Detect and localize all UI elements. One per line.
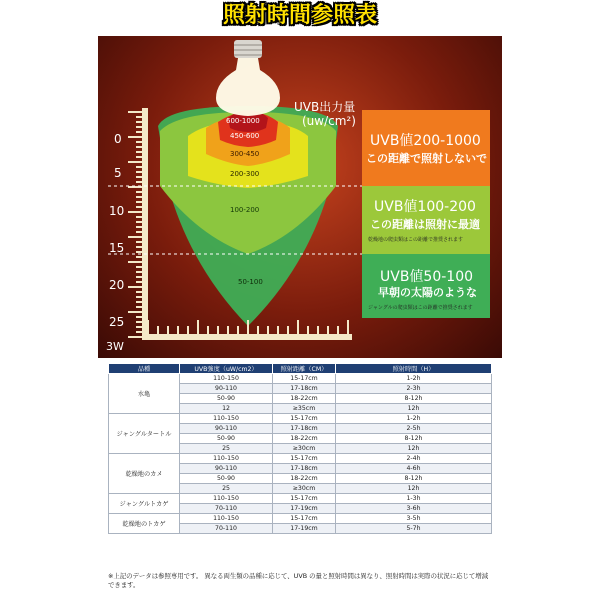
distance-cell: 17-19cm [273,504,336,514]
distance-cell: 15-17cm [273,374,336,384]
table-row [109,414,492,424]
zone-label-600-1000: 600-1000 [226,117,260,125]
panel-uvb-50-100-note: ジャングルの爬虫類はこの距離で推奨されます [368,305,473,311]
horizontal-ruler [142,334,352,340]
species-cell: 乾燥地のカメ [109,454,180,494]
table-header-row [109,364,492,374]
zone-label-50-100: 50-100 [238,278,263,286]
panel-uvb-200-1000-title: UVB値200-1000 [370,133,481,149]
wattage-label: 3W [106,340,124,353]
header-time: 照射時間（H） [336,364,492,374]
panel-uvb-200-1000 [362,110,490,186]
distance-cell: 15-17cm [273,454,336,464]
ruler-label-5: 5 [114,166,122,180]
table-row [109,454,492,464]
uvb-cell: 90-110 [180,424,273,434]
distance-cell: 17-18cm [273,424,336,434]
uvb-cell: 25 [180,484,273,494]
table-row [109,514,492,524]
zone-label-100-200: 100-200 [230,206,260,214]
time-cell: 12h [336,404,492,414]
distance-cell: 18-22cm [273,434,336,444]
uvb-cell: 70-110 [180,504,273,514]
time-cell: 2-4h [336,454,492,464]
species-cell: 乾燥地のトカゲ [109,514,180,534]
ruler-label-10: 10 [109,204,125,218]
species-cell: ジャングルタートル [109,414,180,454]
zone-label-300-450: 300-450 [230,150,260,158]
uvb-cell: 110-150 [180,494,273,504]
ruler-label-0: 0 [114,132,122,146]
time-cell: 1-3h [336,494,492,504]
panel-uvb-50-100-title: UVB値50-100 [380,269,474,285]
species-cell: 水亀 [109,374,180,414]
distance-cell: 15-17cm [273,414,336,424]
uvb-bulb [216,40,280,116]
uvb-cell: 50-90 [180,474,273,484]
horizontal-ruler-ticks [148,320,348,334]
panel-uvb-200-1000-subtitle: この距離で照射しないで [366,152,487,165]
table-footnote: ※上記のデータは参照専用です。 異なる両生類の品種に応じて、UVB の量と照射時間は異なり、照射時間は実際の状況に応じて増減できます。 [108,572,489,589]
irradiation-table-grid [108,363,492,534]
time-cell: 1-2h [336,374,492,384]
distance-cell: 18-22cm [273,474,336,484]
uvb-diagram [98,36,502,358]
ruler-label-25: 25 [109,315,125,329]
distance-cell: 18-22cm [273,394,336,404]
time-cell: 3-6h [336,504,492,514]
ruler-label-20: 20 [109,278,125,292]
page-title: 照射時間参照表 [222,3,377,28]
uvb-cell: 110-150 [180,414,273,424]
time-cell: 5-7h [336,524,492,534]
panel-uvb-100-200-note: 乾燥地の爬虫類はこの距離で推奨されます [368,237,464,243]
uvb-cell: 25 [180,444,273,454]
ruler-label-15: 15 [109,241,125,255]
species-cell: ジャングルトカゲ [109,494,180,514]
header-distance: 照射距離（CM） [273,364,336,374]
vertical-ruler-ticks [128,112,142,337]
distance-cell: ≥30cm [273,484,336,494]
uvb-cell: 50-90 [180,394,273,404]
vertical-ruler [142,108,148,338]
uvb-output-label: UVB出力量 [294,100,356,114]
header-uvb-intensity: UVB強度（uW/cm2） [180,364,273,374]
distance-cell: 17-19cm [273,524,336,534]
uvb-cell: 12 [180,404,273,414]
time-cell: 8-12h [336,474,492,484]
panel-uvb-100-200-title: UVB値100-200 [374,199,476,215]
time-cell: 12h [336,484,492,494]
time-cell: 4-6h [336,464,492,474]
distance-cell: 15-17cm [273,494,336,504]
panel-uvb-100-200 [362,186,490,254]
distance-cell: 17-18cm [273,384,336,394]
distance-cell: ≥30cm [273,444,336,454]
uvb-cell: 90-110 [180,464,273,474]
table-row [109,374,492,384]
uvb-cell: 110-150 [180,514,273,524]
uvb-output-unit: (uw/cm²) [302,114,356,128]
uvb-cell: 50-90 [180,434,273,444]
time-cell: 3-5h [336,514,492,524]
time-cell: 2-3h [336,384,492,394]
uvb-cell: 110-150 [180,374,273,384]
time-cell: 8-12h [336,434,492,444]
panel-uvb-50-100-subtitle: 早朝の太陽のような [378,286,477,299]
irradiation-table [108,363,492,534]
panel-uvb-50-100 [362,254,490,318]
time-cell: 12h [336,444,492,454]
uvb-cell: 90-110 [180,384,273,394]
panel-uvb-100-200-subtitle: この距離は照射に最適 [370,218,480,231]
zone-label-450-600: 450-600 [230,132,260,140]
distance-cell: 15-17cm [273,514,336,524]
time-cell: 2-5h [336,424,492,434]
header-species: 品種 [109,364,180,374]
table-row [109,494,492,504]
zone-label-200-300: 200-300 [230,170,260,178]
time-cell: 1-2h [336,414,492,424]
distance-cell: ≥35cm [273,404,336,414]
uvb-cell: 110-150 [180,454,273,464]
time-cell: 8-12h [336,394,492,404]
uvb-cell: 70-110 [180,524,273,534]
distance-cell: 17-18cm [273,464,336,474]
